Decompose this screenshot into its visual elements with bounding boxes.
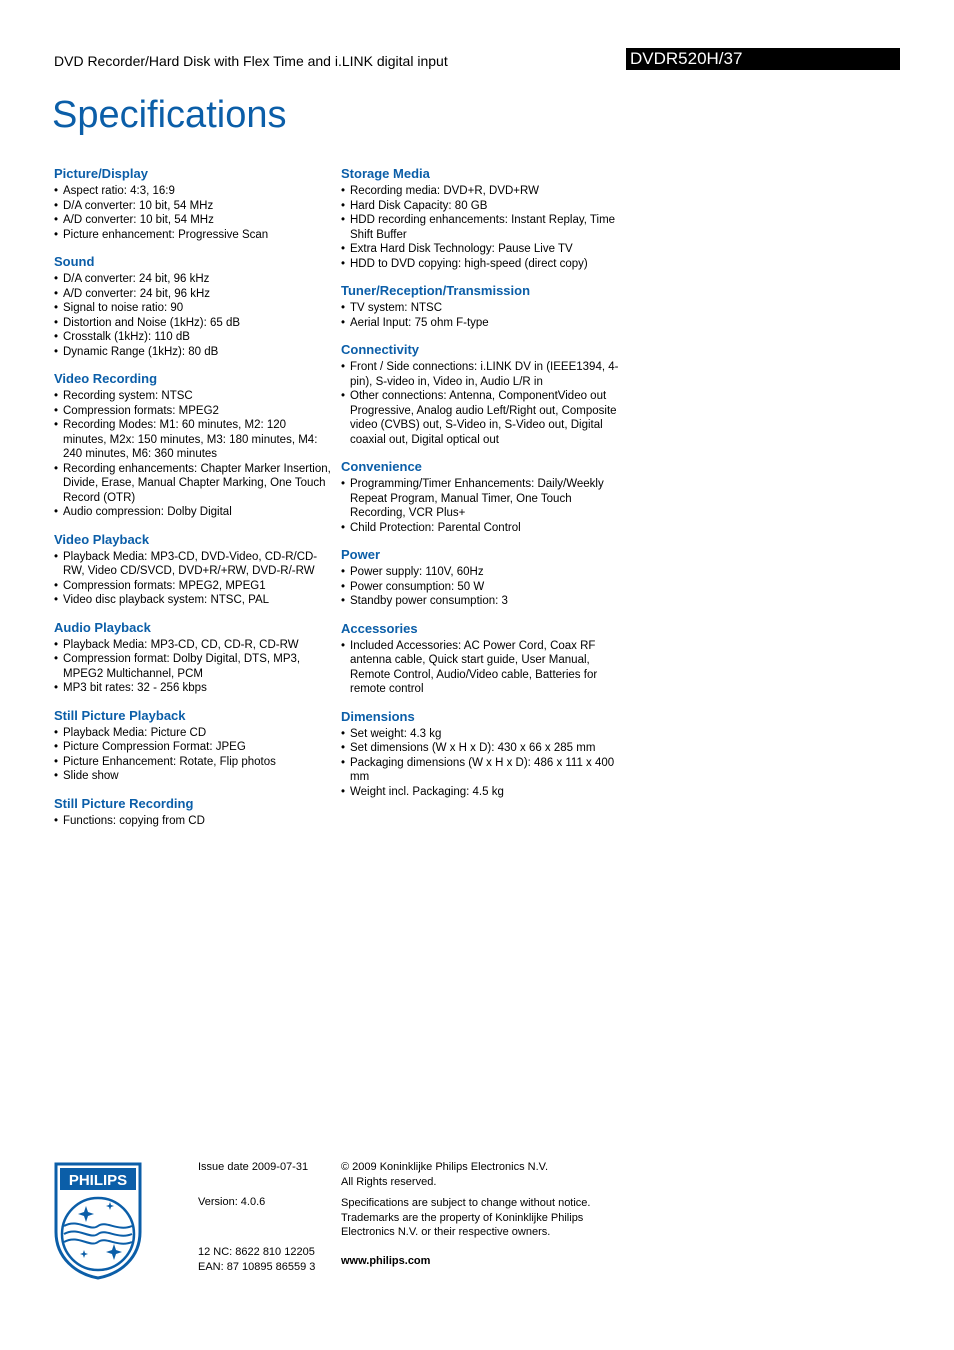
spec-section-video-recording (54, 371, 332, 520)
footer-legal (341, 1160, 601, 1268)
spec-item: • Slide show (54, 769, 332, 784)
section-heading: Video Playback (54, 531, 150, 547)
philips-shield-logo (54, 1162, 142, 1280)
spec-item: • Picture Enhancement: Rotate, Flip photos (54, 755, 332, 770)
spec-list (54, 272, 332, 359)
version: Version: 4.0.6 (198, 1195, 266, 1208)
spec-section-accessories (341, 621, 619, 697)
spec-section-power (341, 547, 619, 609)
spec-section-dimensions (341, 709, 619, 800)
spec-item: • Playback Media: Picture CD (54, 726, 332, 741)
copyright: © 2009 Koninklijke Philips Electronics N.V. (341, 1161, 549, 1173)
spec-section-still-picture-playback (54, 708, 332, 784)
spec-item: • Recording Modes: M1: 60 minutes, M2: 120 minutes, M2x: 150 minutes, M3: 180 minutes, M4: 240 minutes, M6: 360 minutes (54, 418, 332, 462)
section-heading: Still Picture Recording (54, 795, 194, 811)
section-heading: Tuner/Reception/Transmission (341, 283, 531, 298)
spec-item: • Audio compression: Dolby Digital (54, 505, 332, 520)
spec-list (54, 814, 332, 829)
spec-item: • Set weight: 4.3 kg (341, 727, 619, 742)
spec-section-audio-playback (54, 620, 332, 696)
section-heading: Connectivity (341, 342, 420, 357)
spec-list (341, 477, 619, 535)
model-number-badge: DVDR520H/37 (626, 48, 900, 70)
spec-item: • A/D converter: 10 bit, 54 MHz (54, 213, 332, 228)
website-link[interactable]: www.philips.com (341, 1254, 431, 1267)
spec-item: • Extra Hard Disk Technology: Pause Live TV (341, 242, 619, 257)
spec-list (341, 301, 619, 330)
spec-section-storage-media (341, 166, 619, 271)
section-heading: Audio Playback (54, 619, 151, 635)
spec-item: • A/D converter: 24 bit, 96 kHz (54, 287, 332, 302)
spec-item: • Crosstalk (1kHz): 110 dB (54, 330, 332, 345)
section-heading: Accessories (341, 620, 418, 636)
spec-item: • Aerial Input: 75 ohm F-type (341, 316, 619, 331)
section-heading: Sound (54, 254, 95, 269)
spec-item: • D/A converter: 10 bit, 54 MHz (54, 199, 332, 214)
philips-wordmark: PHILIPS (68, 1172, 128, 1189)
spec-item: • Recording media: DVD+R, DVD+RW (341, 184, 619, 199)
spec-item: • Video disc playback system: NTSC, PAL (54, 593, 332, 608)
spec-list (54, 638, 332, 696)
spec-item: • Recording system: NTSC (54, 389, 332, 404)
spec-section-convenience (341, 459, 619, 535)
spec-item: • Packaging dimensions (W x H x D): 486 x 111 x 400 mm (341, 756, 619, 785)
rights-reserved: All Rights reserved. (341, 1175, 437, 1188)
section-heading: Storage Media (341, 166, 430, 181)
spec-list (341, 360, 619, 447)
specs-column-right (341, 166, 619, 811)
legal-notice: Specifications are subject to change without notice. Trademarks are the property of Koninklijke Philips Electronics N.V. or their respective owners. (341, 1197, 591, 1238)
spec-item: • Distortion and Noise (1kHz): 65 dB (54, 316, 332, 331)
spec-item: • Aspect ratio: 4:3, 16:9 (54, 184, 332, 199)
ean-code: EAN: 87 10895 86559 3 (198, 1260, 316, 1273)
spec-item: • Compression format: Dolby Digital, DTS, MP3, MPEG2 Multichannel, PCM (54, 652, 332, 681)
section-heading: Still Picture Playback (54, 707, 186, 723)
footer-product-info (198, 1160, 338, 1274)
spec-item: • Included Accessories: AC Power Cord, Coax RF antenna cable, Quick start guide, User Manual, Remote Control, Audio/Video cable, Batteries for remote control (341, 639, 619, 697)
spec-item: • Picture enhancement: Progressive Scan (54, 228, 332, 243)
spec-item: • Set dimensions (W x H x D): 430 x 66 x 285 mm (341, 741, 619, 756)
spec-item: • Signal to noise ratio: 90 (54, 301, 332, 316)
spec-section-picture-display (54, 166, 332, 242)
spec-item: • TV system: NTSC (341, 301, 619, 316)
spec-item: • Playback Media: MP3-CD, CD, CD-R, CD-RW (54, 638, 332, 653)
spec-list (341, 727, 619, 800)
section-heading: Power (341, 547, 381, 562)
section-heading: Video Recording (54, 371, 158, 386)
spec-list (54, 726, 332, 784)
spec-item: • Programming/Timer Enhancements: Daily/Weekly Repeat Program, Manual Timer, One Touch Recording, VCR Plus+ (341, 477, 619, 521)
spec-item: • Standby power consumption: 3 (341, 594, 619, 609)
spec-section-connectivity (341, 342, 619, 447)
specs-column-left (54, 166, 332, 840)
spec-list (341, 565, 619, 609)
nc-code: 12 NC: 8622 810 12205 (198, 1246, 315, 1258)
spec-section-tuner-reception-transmission (341, 283, 619, 330)
section-heading: Convenience (341, 459, 422, 474)
spec-item: • Functions: copying from CD (54, 814, 332, 829)
document-subtitle: DVD Recorder/Hard Disk with Flex Time and i.LINK digital input (54, 53, 448, 69)
section-heading: Picture/Display (54, 166, 148, 181)
spec-item: • Hard Disk Capacity: 80 GB (341, 199, 619, 214)
spec-list (54, 389, 332, 520)
spec-item: • Recording enhancements: Chapter Marker Insertion, Divide, Erase, Manual Chapter Marking, One Touch Record (OTR) (54, 462, 332, 506)
page-title: Specifications (52, 94, 287, 136)
spec-item: • MP3 bit rates: 32 - 256 kbps (54, 681, 332, 696)
spec-item: • Other connections: Antenna, ComponentVideo out Progressive, Analog audio Left/Right out, Composite video (CVBS) out, S-Video in, S-Video out, Digital coaxial out, Digital optical out (341, 389, 619, 447)
spec-section-sound (54, 254, 332, 359)
issue-date: Issue date 2009-07-31 (198, 1161, 309, 1173)
spec-item: • Compression formats: MPEG2, MPEG1 (54, 579, 332, 594)
spec-item: • D/A converter: 24 bit, 96 kHz (54, 272, 332, 287)
spec-item: • Compression formats: MPEG2 (54, 404, 332, 419)
section-heading: Dimensions (341, 708, 415, 724)
spec-item: • Child Protection: Parental Control (341, 521, 619, 536)
spec-item: • HDD to DVD copying: high-speed (direct copy) (341, 257, 619, 272)
spec-item: • Power supply: 110V, 60Hz (341, 565, 619, 580)
spec-item: • Playback Media: MP3-CD, DVD-Video, CD-R/CD-RW, Video CD/SVCD, DVD+R/+RW, DVD-R/-RW (54, 550, 332, 579)
spec-section-still-picture-recording (54, 796, 332, 829)
spec-section-video-playback (54, 532, 332, 608)
spec-list (54, 550, 332, 608)
spec-list (341, 184, 619, 271)
spec-list (341, 639, 619, 697)
spec-item: • Picture Compression Format: JPEG (54, 740, 332, 755)
spec-item: • Power consumption: 50 W (341, 580, 619, 595)
spec-item: • Front / Side connections: i.LINK DV in (IEEE1394, 4-pin), S-video in, Video in, Audio L/R in (341, 360, 619, 389)
spec-item: • Dynamic Range (1kHz): 80 dB (54, 345, 332, 360)
spec-item: • HDD recording enhancements: Instant Replay, Time Shift Buffer (341, 213, 619, 242)
spec-list (54, 184, 332, 242)
spec-item: • Weight incl. Packaging: 4.5 kg (341, 785, 619, 800)
